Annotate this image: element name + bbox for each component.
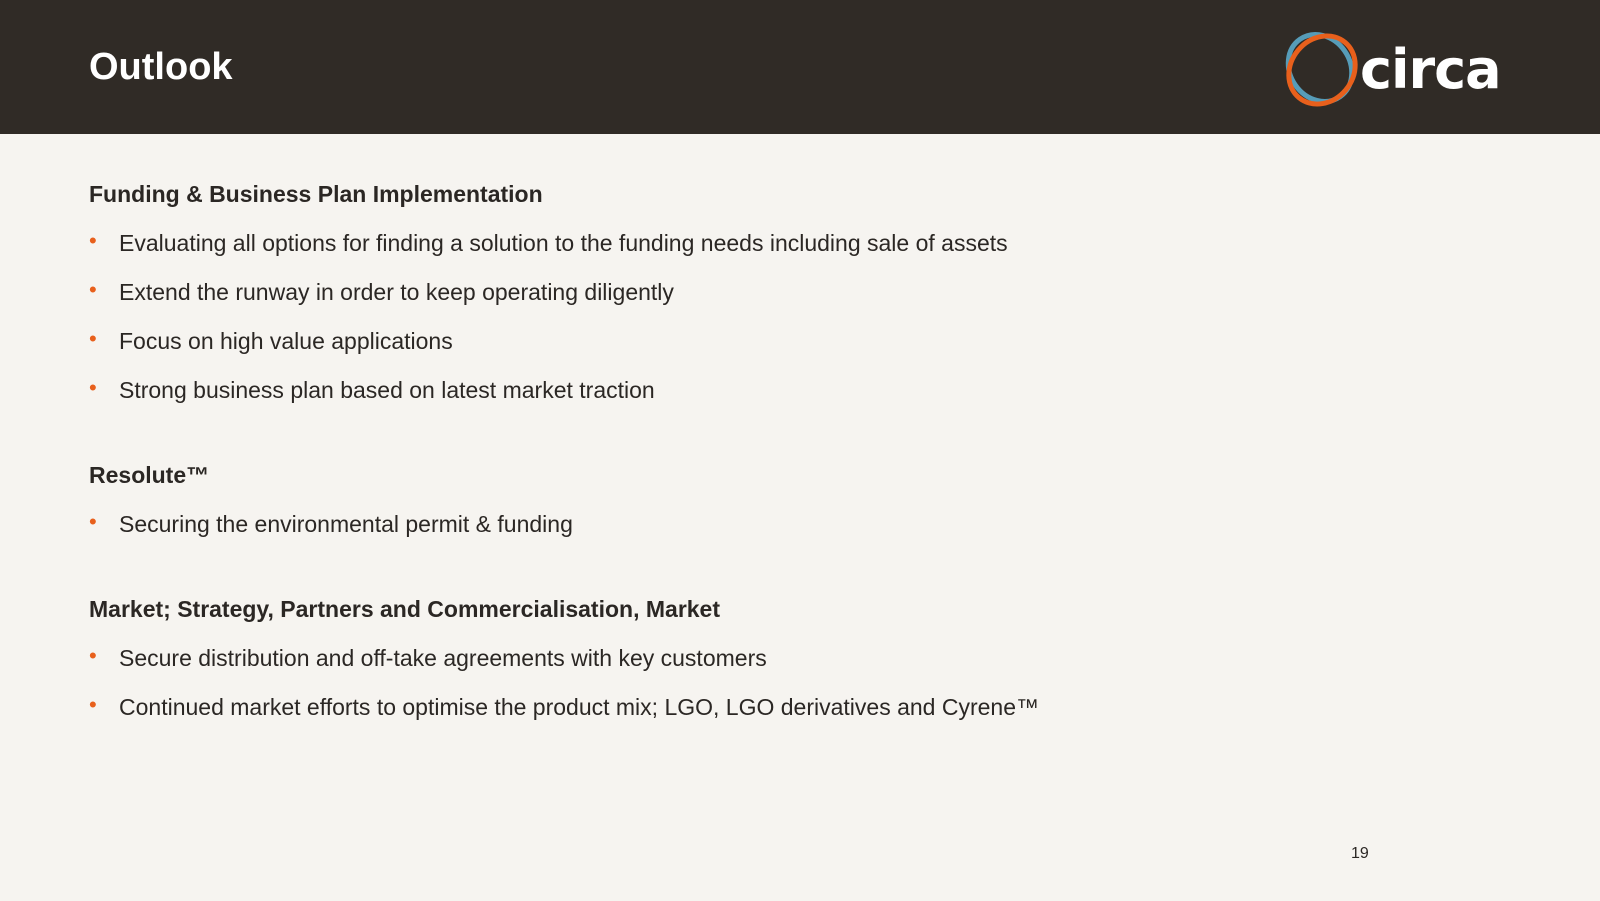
bullet-icon: • <box>89 277 97 302</box>
section-heading: Market; Strategy, Partners and Commercialisation, Market <box>89 596 721 622</box>
section-market <box>89 595 1289 721</box>
section-heading: Funding & Business Plan Implementation <box>89 181 543 207</box>
bullet-list <box>89 644 1289 721</box>
bullet-text: Strong business plan based on latest market traction <box>119 377 655 403</box>
list-item <box>89 510 1289 538</box>
bullet-list <box>89 510 1289 538</box>
slide-header <box>0 0 1600 134</box>
page-number: 19 <box>1351 845 1369 862</box>
circa-logo <box>1284 24 1514 114</box>
slide-content <box>89 180 1289 778</box>
bullet-list <box>89 229 1289 404</box>
bullet-text: Evaluating all options for finding a solution to the funding needs including sale of assets <box>119 230 1008 256</box>
list-item <box>89 644 1289 672</box>
list-item <box>89 693 1289 721</box>
list-item <box>89 229 1289 257</box>
list-item <box>89 376 1289 404</box>
section-funding <box>89 180 1289 404</box>
bullet-text: Focus on high value applications <box>119 328 453 354</box>
bullet-text: Continued market efforts to optimise the product mix; LGO, LGO derivatives and Cyrene™ <box>119 694 1039 720</box>
bullet-text: Securing the environmental permit & funding <box>119 511 573 537</box>
bullet-text: Secure distribution and off-take agreements with key customers <box>119 645 767 671</box>
logo-wordmark: circa <box>1360 38 1501 101</box>
bullet-icon: • <box>89 326 97 351</box>
list-item <box>89 327 1289 355</box>
section-heading: Resolute™ <box>89 462 210 488</box>
bullet-icon: • <box>89 509 97 534</box>
bullet-icon: • <box>89 228 97 253</box>
bullet-icon: • <box>89 692 97 717</box>
circa-logo-icon <box>1284 24 1514 114</box>
list-item <box>89 278 1289 306</box>
bullet-icon: • <box>89 643 97 668</box>
bullet-text: Extend the runway in order to keep operating diligently <box>119 279 674 305</box>
section-resolute <box>89 461 1289 538</box>
page-title: Outlook <box>89 46 233 88</box>
bullet-icon: • <box>89 375 97 400</box>
